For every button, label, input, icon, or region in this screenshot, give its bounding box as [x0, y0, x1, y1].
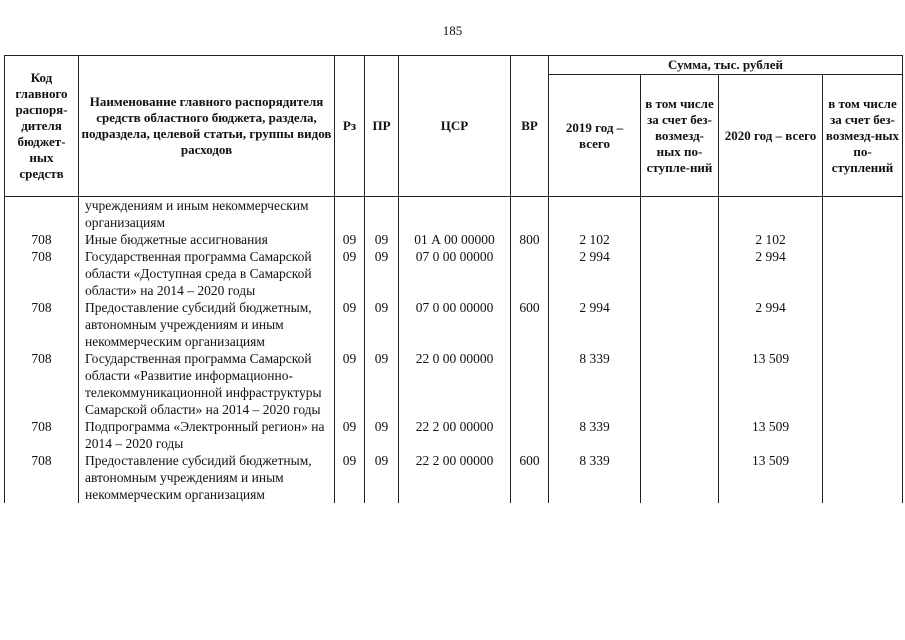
header-row-top	[5, 56, 903, 75]
header-sum: Сумма, тыс. рублей	[549, 56, 903, 75]
cell-pr	[365, 197, 399, 232]
cell-2019-free	[641, 231, 719, 248]
cell-name: Предоставление субсидий бюджетным, автономным учреждениям и иным некоммерческим организациям	[79, 299, 335, 350]
cell-2019-free	[641, 299, 719, 350]
cell-2019-free	[641, 452, 719, 503]
cell-csr: 07 0 00 00000	[399, 248, 511, 299]
cell-csr: 07 0 00 00000	[399, 299, 511, 350]
cell-2020-total: 13 509	[719, 452, 823, 503]
table-row	[5, 350, 903, 418]
cell-pr: 09	[365, 350, 399, 418]
cell-2020-free	[823, 197, 903, 232]
cell-2020-free	[823, 452, 903, 503]
header-rz: Рз	[335, 56, 365, 197]
header-vr: ВР	[511, 56, 549, 197]
header-2019-total: 2019 год – всего	[549, 75, 641, 197]
cell-rz: 09	[335, 231, 365, 248]
cell-vr: 600	[511, 299, 549, 350]
cell-2019-free	[641, 248, 719, 299]
cell-2019-free	[641, 350, 719, 418]
cell-2019-total: 2 994	[549, 248, 641, 299]
cell-csr: 22 2 00 00000	[399, 418, 511, 452]
cell-2019-total: 8 339	[549, 350, 641, 418]
table-row	[5, 299, 903, 350]
cell-vr	[511, 350, 549, 418]
cell-name: Подпрограмма «Электронный регион» на 2014 – 2020 годы	[79, 418, 335, 452]
cell-rz: 09	[335, 418, 365, 452]
table-row	[5, 418, 903, 452]
cell-name: Государственная программа Самарской области «Доступная среда в Самарской области» на 2014 – 2020 годы	[79, 248, 335, 299]
cell-pr: 09	[365, 452, 399, 503]
cell-rz: 09	[335, 248, 365, 299]
cell-pr: 09	[365, 418, 399, 452]
cell-code: 708	[5, 418, 79, 452]
cell-2020-total: 2 102	[719, 231, 823, 248]
cell-name: Предоставление субсидий бюджетным, автономным учреждениям и иным некоммерческим организациям	[79, 452, 335, 503]
budget-table-container	[4, 55, 902, 503]
cell-vr	[511, 197, 549, 232]
table-row	[5, 197, 903, 232]
cell-name: учреждениям и иным некоммерческим организациям	[79, 197, 335, 232]
table-row	[5, 452, 903, 503]
header-name: Наименование главного распорядителя средств областного бюджета, раздела, подраздела, целевой статьи, группы видов расходов	[79, 56, 335, 197]
cell-vr	[511, 248, 549, 299]
cell-2019-free	[641, 197, 719, 232]
cell-csr	[399, 197, 511, 232]
cell-vr	[511, 418, 549, 452]
page-number: 185	[442, 23, 463, 38]
cell-code: 708	[5, 452, 79, 503]
cell-2020-total: 13 509	[719, 418, 823, 452]
cell-rz: 09	[335, 452, 365, 503]
cell-pr: 09	[365, 231, 399, 248]
cell-name: Государственная программа Самарской области «Развитие информационно-телекоммуникационной инфраструктуры Самарской области» на 2014 – 2020 годы	[79, 350, 335, 418]
cell-2020-free	[823, 418, 903, 452]
cell-csr: 22 0 00 00000	[399, 350, 511, 418]
cell-code	[5, 197, 79, 232]
cell-2019-free	[641, 418, 719, 452]
cell-pr: 09	[365, 299, 399, 350]
cell-pr: 09	[365, 248, 399, 299]
header-csr: ЦСР	[399, 56, 511, 197]
cell-2020-total: 2 994	[719, 299, 823, 350]
cell-2020-total	[719, 197, 823, 232]
cell-2020-free	[823, 299, 903, 350]
cell-2019-total: 8 339	[549, 418, 641, 452]
cell-2020-total: 2 994	[719, 248, 823, 299]
cell-2019-total: 2 102	[549, 231, 641, 248]
table-body	[5, 197, 903, 504]
table-row	[5, 231, 903, 248]
budget-table	[4, 55, 903, 503]
header-2020-free: в том числе за счет без-возмезд-ных по-ступлений	[823, 75, 903, 197]
header-2019-free: в том числе за счет без-возмезд-ных по-ступле-ний	[641, 75, 719, 197]
cell-2019-total	[549, 197, 641, 232]
cell-2020-free	[823, 231, 903, 248]
header-pr: ПР	[365, 56, 399, 197]
cell-2020-free	[823, 248, 903, 299]
cell-rz: 09	[335, 299, 365, 350]
cell-2020-total: 13 509	[719, 350, 823, 418]
cell-code: 708	[5, 248, 79, 299]
cell-rz: 09	[335, 350, 365, 418]
header-code: Код главного распоря-дителя бюджет-ных средств	[5, 56, 79, 197]
table-row	[5, 248, 903, 299]
cell-code: 708	[5, 350, 79, 418]
cell-2019-total: 2 994	[549, 299, 641, 350]
cell-code: 708	[5, 299, 79, 350]
cell-2020-free	[823, 350, 903, 418]
cell-name: Иные бюджетные ассигнования	[79, 231, 335, 248]
cell-rz	[335, 197, 365, 232]
header-2020-total: 2020 год – всего	[719, 75, 823, 197]
cell-csr: 01 А 00 00000	[399, 231, 511, 248]
cell-2019-total: 8 339	[549, 452, 641, 503]
cell-code: 708	[5, 231, 79, 248]
cell-csr: 22 2 00 00000	[399, 452, 511, 503]
cell-vr: 800	[511, 231, 549, 248]
cell-vr: 600	[511, 452, 549, 503]
